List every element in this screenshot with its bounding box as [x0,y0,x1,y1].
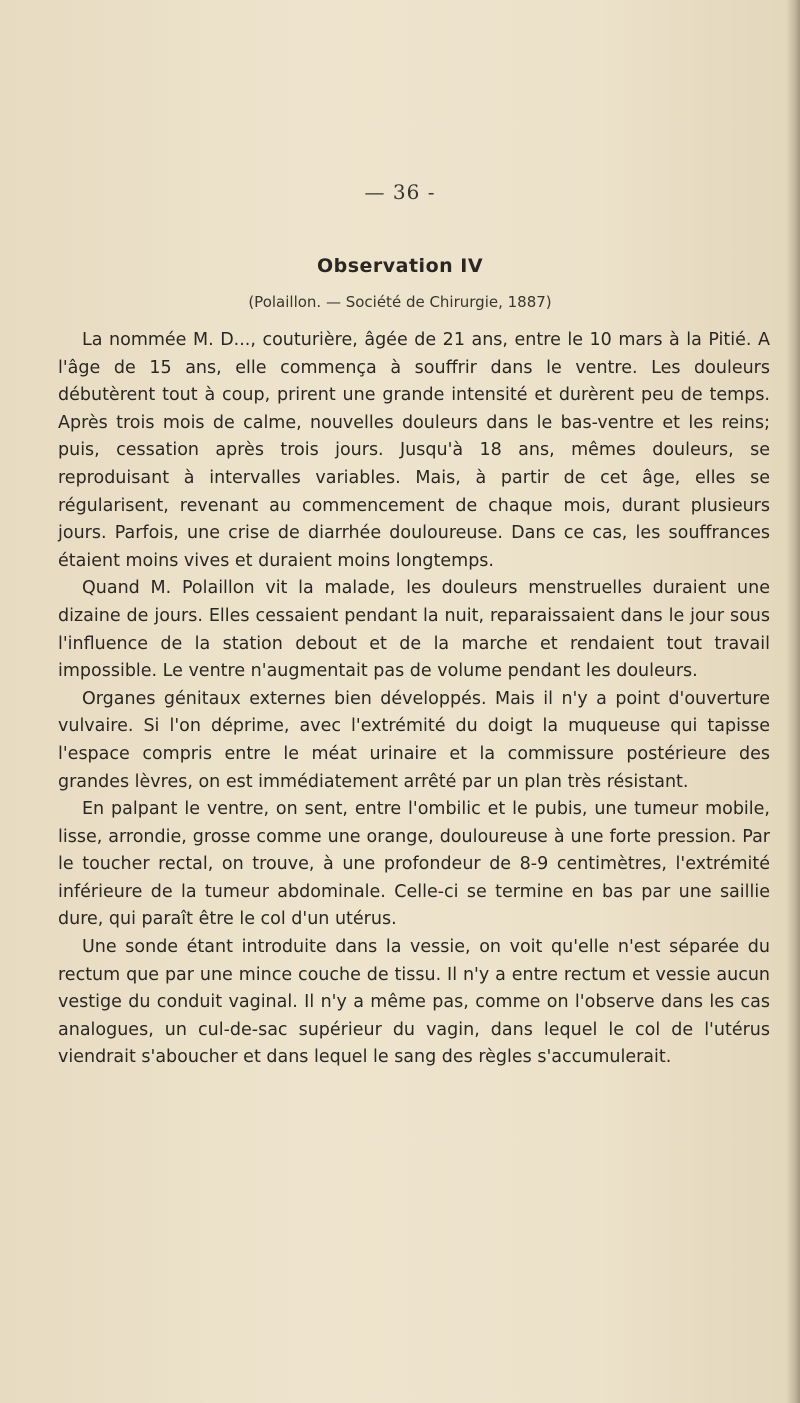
section-subtitle: (Polaillon. — Société de Chirurgie, 1887) [248,293,552,311]
paragraph-4: En palpant le ventre, on sent, entre l'ombilic et le pubis, une tumeur mobile, lisse, arrondie, grosse comme une orange, douloureuse à une forte pression. Par le toucher rectal, on trouve, à une profondeur de 8-9 centimètres, l'extrémité inférieure de la tumeur abdominale. Celle-ci se termine en bas par une saillie dure, qui paraît être le col d'un utérus. [58,799,770,930]
section-title: Observation IV [316,255,484,277]
body-text [58,327,770,1072]
paragraph-3: Organes génitaux externes bien développés. Mais il n'y a point d'ouverture vulvaire. Si l'on déprime, avec l'extrémité du doigt la muqueuse qui tapisse l'espace compris entre le méat urinaire et la commissure postérieure des grandes lèvres, on est immédiatement arrêté par un plan très résistant. [58,688,770,792]
paragraph-2: Quand M. Polaillon vit la malade, les douleurs menstruelles duraient une dizaine de jours. Elles cessaient pendant la nuit, reparaissaient dans le jour sous l'influence de la station debout et de la marche et rendaient tout travail impossible. Le ventre n'augmentait pas de volume pendant les douleurs. [58,578,770,682]
page-edge-shadow [786,0,800,1403]
paragraph-5: Une sonde étant introduite dans la vessie, on voit qu'elle n'est séparée du rectum que par une mince couche de tissu. Il n'y a entre rectum et vessie aucun vestige du conduit vaginal. Il n'y a même pas, comme on l'observe dans les cas analogues, un cul-de-sac supérieur du vagin, dans lequel le col de l'utérus viendrait s'aboucher et dans lequel le sang des règles s'accumulerait. [58,937,770,1068]
page-number: — 36 - [364,180,436,204]
paragraph-1: La nommée M. D..., couturière, âgée de 21 ans, entre le 10 mars à la Pitié. A l'âge de 15 ans, elle commença à souffrir dans le ventre. Les douleurs débutèrent tout à coup, prirent une grande intensité et durèrent peu de temps. Après trois mois de calme, nouvelles douleurs dans le bas-ventre et les reins; puis, cessation après trois jours. Jusqu'à 18 ans, mêmes douleurs, se reproduisant à intervalles variables. Mais, à partir de cet âge, elles se régularisent, revenant au commencement de chaque mois, durant plusieurs jours. Parfois, une crise de diarrhée douloureuse. Dans ce cas, les souffrances étaient moins vives et duraient moins longtemps. [58,330,770,571]
